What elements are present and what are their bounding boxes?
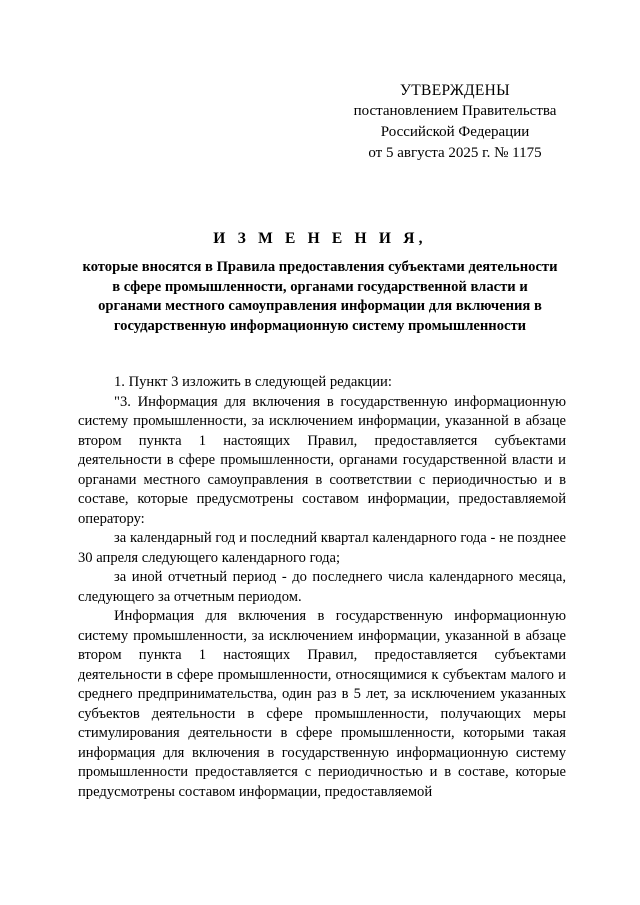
document-heading <box>80 228 560 336</box>
paragraph-1: 1. Пункт 3 изложить в следующей редакции: <box>114 374 392 390</box>
heading-title: И З М Е Н Е Н И Я, <box>213 230 427 247</box>
approval-block <box>330 80 580 164</box>
paragraph-4: за иной отчетный период - до последнего числа календарного месяца, следующего за отчетным периодом. <box>78 569 566 605</box>
paragraph-2: "3. Информация для включения в государственную информационную систему промышленности, за исключением информации, указанной в абзаце втором пункта 1 настоящих Правил, предоставляется субъектами деятельности в сфере промышленности, органами государственной власти и органами местного самоуправления в соответствии с периодичностью и в составе, которые предусмотрены составом информации, предоставляемой оператору: <box>78 393 566 527</box>
approval-line-3: от 5 августа 2025 г. № 1175 <box>368 145 542 161</box>
approval-line-1: постановлением Правительства <box>353 103 557 119</box>
document-body <box>78 373 566 802</box>
approval-title: УТВЕРЖДЕНЫ <box>400 82 510 99</box>
paragraph-5: Информация для включения в государственную информационную систему промышленности, за исключением информации, указанной в абзаце втором пункта 1 настоящих Правил, предоставляется субъектами деятельности в сфере промышленности, относящимися к субъектам малого и среднего предпринимательства, один раз в 5 лет, за исключением указанных субъектов деятельности в сфере промышленности, получающих меры стимулирования деятельности в сфере промышленности, которыми такая информация для включения в государственную информационную систему промышленности предоставляется с периодичностью и в составе, которые предусмотрены составом информации, предоставляемой <box>78 608 566 800</box>
approval-line-2: Российской Федерации <box>380 124 530 140</box>
paragraph-3: за календарный год и последний квартал календарного года - не позднее 30 апреля следующего календарного года; <box>78 530 566 566</box>
heading-subtitle: которые вносятся в Правила предоставления субъектами деятельности в сфере промышленности, органами государственной власти и органами местного самоуправления информации для включения в государственную информационную систему промышленности <box>82 259 558 334</box>
